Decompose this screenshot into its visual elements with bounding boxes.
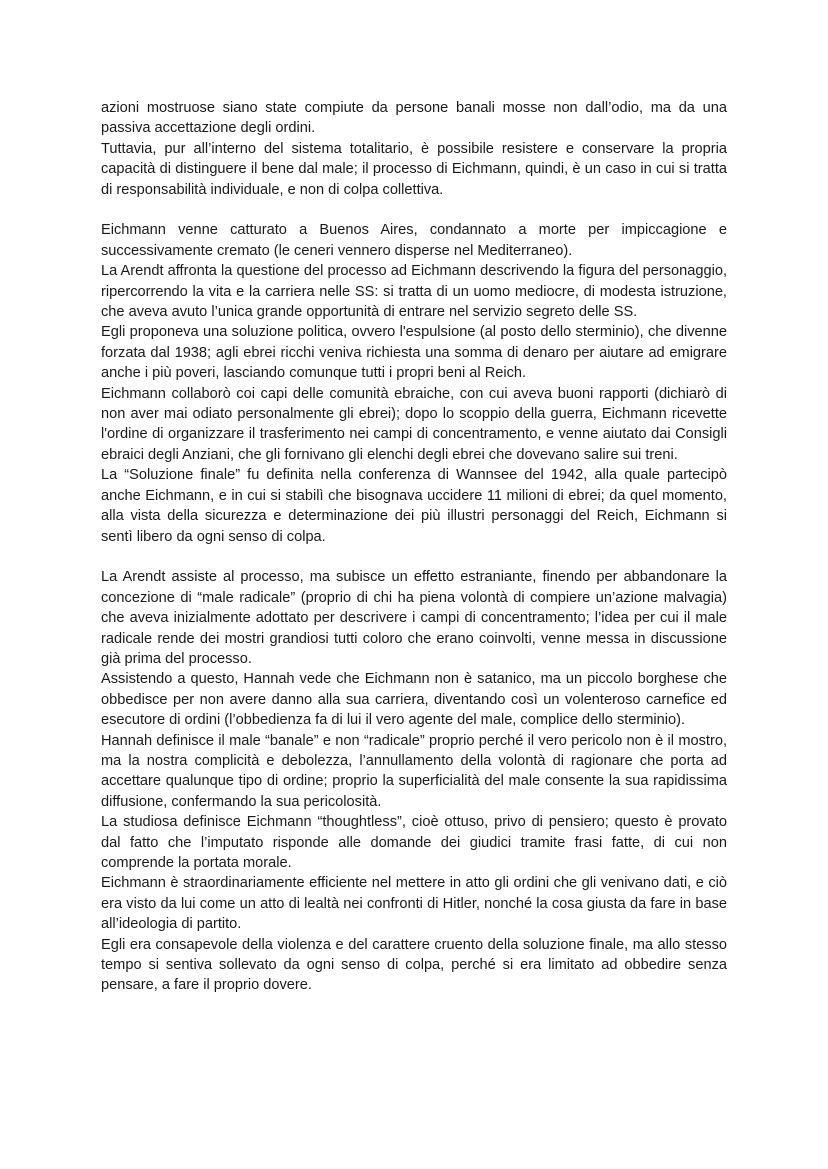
paragraph: Eichmann è straordinariamente efficiente nel mettere in atto gli ordini che gli venivano dati, e ciò era visto da lui come un atto di lealtà nei confronti di Hitler, nonché la cosa giusta da fare in base all’ideologia di partito. (101, 875, 727, 933)
paragraph: La Arendt affronta la questione del processo ad Eichmann descrivendo la figura del personaggio, ripercorrendo la vita e la carriera nelle SS: si tratta di un uomo mediocre, di modesta istruzione, che aveva avuto l’unica grande opportunità di entrare nel servizio segreto delle SS. (101, 263, 727, 321)
paragraph-gap (101, 547, 727, 567)
paragraph: La studiosa definisce Eichmann “thoughtless”, cioè ottuso, privo di pensiero; questo è provato dal fatto che l’imputato risponde alle domande dei giudici tramite frasi fatte, di cui non comprende la portata morale. (101, 814, 727, 871)
paragraph: Tuttavia, pur all’interno del sistema totalitario, è possibile resistere e conservare la propria capacità di distinguere il bene dal male; il processo di Eichmann, quindi, è un caso in cui si tratta di responsabilità individuale, e non di colpa collettiva. (101, 140, 727, 198)
section-1 (101, 98, 727, 200)
paragraph: Assistendo a questo, Hannah vede che Eichmann non è satanico, ma un piccolo borghese che obbedisce per non avere danno alla sua carriera, diventando così un volenteroso carnefice ed esecutore di ordini (l’obbedienza fa di lui il vero agente del male, complice dello sterminio). (101, 671, 727, 729)
paragraph: La Arendt assiste al processo, ma subisce un effetto estraniante, finendo per abbandonare la concezione di “male radicale” (proprio di chi ha piena volontà di compiere un’azione malvagia) che aveva inizialmente adottato per descrivere i campi di concentramento; l’idea per cui il male radicale rende dei mostri grandiosi tutti coloro che erano coinvolti, venne messa in discussione già prima del processo. (101, 569, 727, 667)
paragraph-gap (101, 200, 727, 220)
paragraph: Hannah definisce il male “banale” e non “radicale” proprio perché il vero pericolo non è il mostro, ma la nostra complicità e debolezza, l’annullamento della volontà di ragionare che porta ad accettare qualunque tipo di ordine; proprio la superficialità del male consente la sua rapidissima diffusione, confermando la sua pericolosità. (101, 732, 727, 810)
paragraph: La “Soluzione finale” fu definita nella conferenza di Wannsee del 1942, alla quale partecipò anche Eichmann, e in cui si stabilì che bisognava uccidere 11 milioni di ebrei; da quel momento, alla vista della sicurezza e determinazione dei più illustri personaggi del Reich, Eichmann si sentì libero da ogni senso di colpa. (101, 467, 727, 545)
section-2 (101, 220, 727, 547)
document-body (101, 98, 727, 996)
section-3 (101, 567, 727, 996)
paragraph: azioni mostruose siano state compiute da persone banali mosse non dall’odio, ma da una passiva accettazione degli ordini. (101, 100, 727, 137)
paragraph: Eichmann venne catturato a Buenos Aires, condannato a morte per impiccagione e successivamente cremato (le ceneri vennero disperse nel Mediterraneo). (101, 222, 727, 259)
paragraph: Eichmann collaborò coi capi delle comunità ebraiche, con cui aveva buoni rapporti (dichiarò di non aver mai odiato personalmente gli ebrei); dopo lo scoppio della guerra, Eichmann ricevette l'ordine di organizzare il trasferimento nei campi di concentramento, e venne aiutato dai Consigli ebraici degli Anziani, che gli fornivano gli elenchi degli ebrei che dovevano salire sui treni. (101, 385, 727, 463)
paragraph: Egli era consapevole della violenza e del carattere cruento della soluzione finale, ma allo stesso tempo si sentiva sollevato da ogni senso di colpa, perché si era limitato ad obbedire senza pensare, a fare il proprio dovere. (101, 936, 727, 994)
paragraph: Egli proponeva una soluzione politica, ovvero l'espulsione (al posto dello sterminio), che divenne forzata dal 1938; agli ebrei ricchi veniva richiesta una somma di denaro per aiutare ad emigrare anche i più poveri, lasciando comunque tutti i propri beni al Reich. (101, 324, 727, 382)
